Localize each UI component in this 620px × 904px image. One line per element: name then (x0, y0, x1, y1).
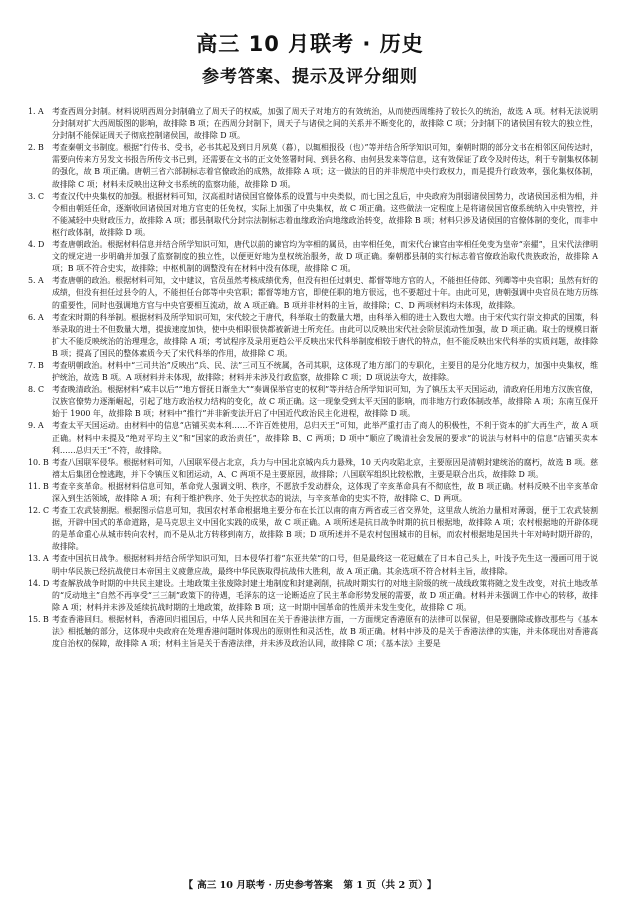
answer-item (28, 275, 598, 311)
answer-number: 10. B (28, 457, 49, 467)
answer-explanation: 考查宋时期的科举制。根据材料及所学知识可知，宋代较之于唐代，科举取士的数量大增，由科举入相的进士入数也大增。由于宋代实行崇文抑武的国策，科举录取的进士不但数量大增，提拔速度加快，使中央相职很快都被新进士所充任。由此可以反映出宋代社会阶层流动性加强，故 D 项正确。取士的规模日渐扩大不能反映统治的治理理念，故排除 A 项；考试程序及录用更趋公平反映出宋代科举制度相较于唐代的特点，但不能反映出宋代科举的实质问题，故排除 B 项；提高了国民的整体素质今天了宋代科举的作用，故排除 C 项。 (52, 312, 598, 358)
answer-item (28, 312, 598, 360)
answer-number: 14. D (28, 578, 50, 588)
page-subtitle: 参考答案、提示及评分细则 (202, 67, 418, 87)
answer-explanation: 考查唐朝的政治。根据材料可知，文中建议，官员虽然考核成绩优秀，但没有担任过刺史、都督等地方官的人，不能担任侍郎、列卿等中央官职；虽然有好的成绩，但没有担任过县令的人，不能担任台郎等中央官职；都督等地方官，即使任职的地方很远，也不要超过十年。由此可见，唐朝强调中央官员在地方历练的重要性，同时也强调地方官与中央官要相互流动，故 A 项正确。B 项并非材料的主旨，故排除；C、D 两项材料均未体现，故排除。 (52, 276, 598, 310)
answer-number: 9. A (28, 421, 44, 431)
footer-doc-title: 高三 10 月联考 · 历史参考答案 (197, 880, 333, 891)
answer-list (28, 106, 598, 866)
answer-number: 11. B (28, 481, 49, 491)
answer-explanation: 考查唐朝政治。根据材料信息并结合所学知识可知，唐代以前的谏官均为宰相的属员，由宰相任免，而宋代台谏官由宰相任免变为皇帝“亲擢”，且宋代法律明文的规定进一步明确并加强了监察制度的独立性，以便更好地为皇权统治服务，故 D 项正确。秦朝郡县制的实行标志着官僚政治取代贵族政治，故排除 A 项；B 项不符合史实，故排除；中枢机制的调整没有在材料中没有体现，故排除 C 项。 (52, 240, 598, 274)
answer-item (28, 481, 598, 505)
answer-explanation: 考查汉代中央集权的加强。根据材料可知，汉高祖时诸侯国官僚体系的设置与中央类似，而七国之乱后，中央政府为削弱诸侯国势力，改诸侯国丞相为相，并令相由朝廷任命，逐渐收回诸侯国对地方官吏的任免权，实际上加强了中央集权，故 C 项正确。这些做法一定程度上是将诸侯国官僚系统纳入中央管控，并不能减轻中央财政压力，故排除 A 项；郡县制取代分封宗法制标志着血缘政治向地缘政治转变，故排除 B 项；材料只涉及诸侯国的官僚体制的变化，而非中枢行政体制，故排除 D 项。 (52, 191, 598, 237)
answer-explanation: 考查中国抗日战争。根据材料并结合所学知识可知，日本侵华打着“东亚共荣”的口号，但是最终这一花冠戴在了日本自己头上，叶浅予先生这一漫画可用于说明中华民族已经抗战使日本帝国主义疲惫应战，最终中华民族取得抗战伟大胜利，故 A 项正确。其余选项不符合材料主旨，故排除。 (52, 554, 598, 576)
answer-item (28, 457, 598, 481)
answer-number: 2. B (28, 143, 44, 153)
answer-item (28, 505, 598, 553)
footer-right-bracket: 】 (426, 880, 437, 891)
answer-item (28, 142, 598, 190)
answer-item (28, 578, 598, 614)
answer-item (28, 614, 598, 650)
page-title: 高三 10 月联考 · 历史 (196, 32, 424, 56)
answer-explanation: 考查西周分封制。材料说明西周分封制确立了周天子的权威，加强了周天子对地方的有效统治，从而使西周维持了较长久的统治，故选 A 项。材料无法说明分封制对扩大西周版图的影响，故排除 B 项；在西周分封制下，周天子与诸侯之间的关系并不断变化的，故排除 C 项；分封制下的诸侯国有较大的独立性，分封制不能保证周天子彻底控制诸侯国，故排除 D 项。 (52, 107, 598, 141)
footer-left-bracket: 【 (183, 880, 194, 891)
answer-number: 13. A (28, 554, 49, 564)
answer-item (28, 553, 598, 577)
answer-explanation: 考查八国联军侵华。根据材料可知，八国联军侵占北京，兵力与中国北京城内兵力悬殊，10 天内攻陷北京，主要原因是清朝封建统治的腐朽，故选 B 项。慈禧太后集团仓惶逃跑，并下令镇压义和团运动，A、C 两项不是主要原因，故排除；八国联军组织比较松散，主要是联合出兵，故排除 D 项。 (52, 457, 598, 479)
footer-page-number: 第 1 页（共 2 页） (343, 880, 423, 891)
answer-explanation: 考查明朝政治。材料中“三司共治”反映出“兵、民、法”三司互不统属，各司其职，这体现了地方部门的专职化，主要目的是分化地方权力，加强中央集权，维护统治，故选 B 项。A 项材料并未体现，故排除；材料并未涉及行政监察，故排除 C 项；D 项说法夸大，故排除。 (52, 360, 598, 383)
answer-explanation: 考查辛亥革命。根据材料信息可知，革命党人强调文明、秩序，不愿放手发动群众，这体现了辛亥革命具有不彻底性，故 B 项正确。材料反映不出辛亥革命深入到生活领域，故排除 A 项；有利于维护秩序、处于失控状态的说法，与辛亥革命的史实不符，故排除 C、D 两项。 (52, 481, 598, 503)
answer-item (28, 239, 598, 275)
answer-number: 7. B (28, 360, 44, 370)
answer-explanation: 考查太平天国运动。由材料中的信息“店铺买卖本利……不许百姓使用，总归天王”可知，此举严重打击了商人的积极性，不利于资本的扩大再生产，故 A 项正确。材料中未提及“绝对平均主义”和“国家的政治责任”，故排除 B、C 两项；D 项中“顺应了晚清社会发展的要求”的说法与材料中的信息“店铺买卖本利……总归天王”不符，故排除。 (52, 421, 598, 455)
answer-explanation: 考查香港回归。根据材料，香港回归祖国后，中华人民共和国在关于香港法律方面，一方面规定香港原有的法律可以保留，但是要删除或修改那些与《基本法》相抵触的部分，这体现中央政府在处理香港问题时体现出的原则性和灵活性，故 B 项正确。材料中涉及的是关于香港法律的实施，并未体现出对香港高度自治权的保障，故排除 A 项；材料主旨是关于香港法律，并未涉及政治认同，故排除 C 项；《基本法》主要是 (52, 614, 598, 649)
answer-item (28, 420, 598, 456)
answer-number: 3. C (28, 191, 45, 201)
answer-item (28, 106, 598, 142)
answer-explanation: 考查工农武装割据。根据图示信息可知，我国农村革命根据地主要分布在长江以南的南方两省或三省交界处，这里敌人统治力量相对薄弱，便于工农武装割据，开辟中国式的革命道路，是马克思主义中国化实践的成果，故 C 项正确。A 项所述是抗日战争时期的抗日根据地，故排除 A 项；农村根据地的开辟体现的是革命重心从城市转向农村，而不是从北方转移到南方，故排除 B 项；D 项所述并不是农村包围城市的目标，而农村根据地是国共十年对峙时期开辟的，故排除。 (52, 506, 598, 552)
answer-explanation: 考查解放战争时期的中共民主建设。土地政策主张废除封建土地制度和封建剥削，抗战时期实行的对地主阶级的统一战线政策将随之发生改变，对抗土地改革的“反动地主”自然不再享受“三三制”政策下的待遇，毛泽东的这一论断适应了民主革命形势发展的需要，故 D 项正确。材料并未强调工作中心的转移，故排除 A 项；材料并未涉及延续抗战时期的土地政策，故排除 B 项；这一时期中国革命的性质并未发生变化，故排除 C 项。 (52, 578, 598, 612)
answer-number: 8. C (28, 385, 45, 395)
page-footer (0, 877, 620, 891)
answer-number: 1. A (28, 107, 44, 116)
answer-item (28, 360, 598, 384)
answer-number: 6. A (28, 312, 44, 322)
answer-item (28, 191, 598, 239)
answer-number: 15. B (28, 614, 49, 624)
answer-item (28, 384, 598, 420)
answer-explanation: 考查晚清政治。根据材料“咸丰以后”“地方督抚日渐坐大”“奏调保举官吏的权利”等并结合所学知识可知，为了镇压太平天国运动，清政府任用地方汉族官僚，汉族官僚势力逐渐崛起，引起了地方政治权力结构的变化，故 C 项正确。这一现象受到太平天国的影响，而非地方行政体制改革，故排除 A 项；东南互保开始于 1900 年，故排除 B 项；材料中“推行”并非新变法开启了中国近代政治民主化进程，故排除 D 项。 (52, 385, 598, 419)
answer-number: 12. C (28, 506, 50, 516)
answer-number: 4. D (28, 240, 45, 250)
answer-explanation: 考查秦朝文书制度。根据“行传书、受书，必书其起及到日月夙莫（暮），以辄相报役（也）”等并结合所学知识可知，秦朝时期的部分文书在相邻区间传达时，需要向传来方另发文书报告所传文书已到，还需要在文书的正文处签署时间、到县名称、由何县发来等信息，这有效保证了政令及时传达，利于专制集权体制的强化，故 B 项正确。唐朝三省六部制标志着官僚政治的成熟，故排除 A 项；这一做法的目的并非规范中央行政权力，而是提升行政效率，强化集权体制，故排除 C 项；材料未反映出这种文书系统的监察功能，故排除 D 项。 (52, 143, 598, 189)
answer-number: 5. A (28, 276, 44, 286)
